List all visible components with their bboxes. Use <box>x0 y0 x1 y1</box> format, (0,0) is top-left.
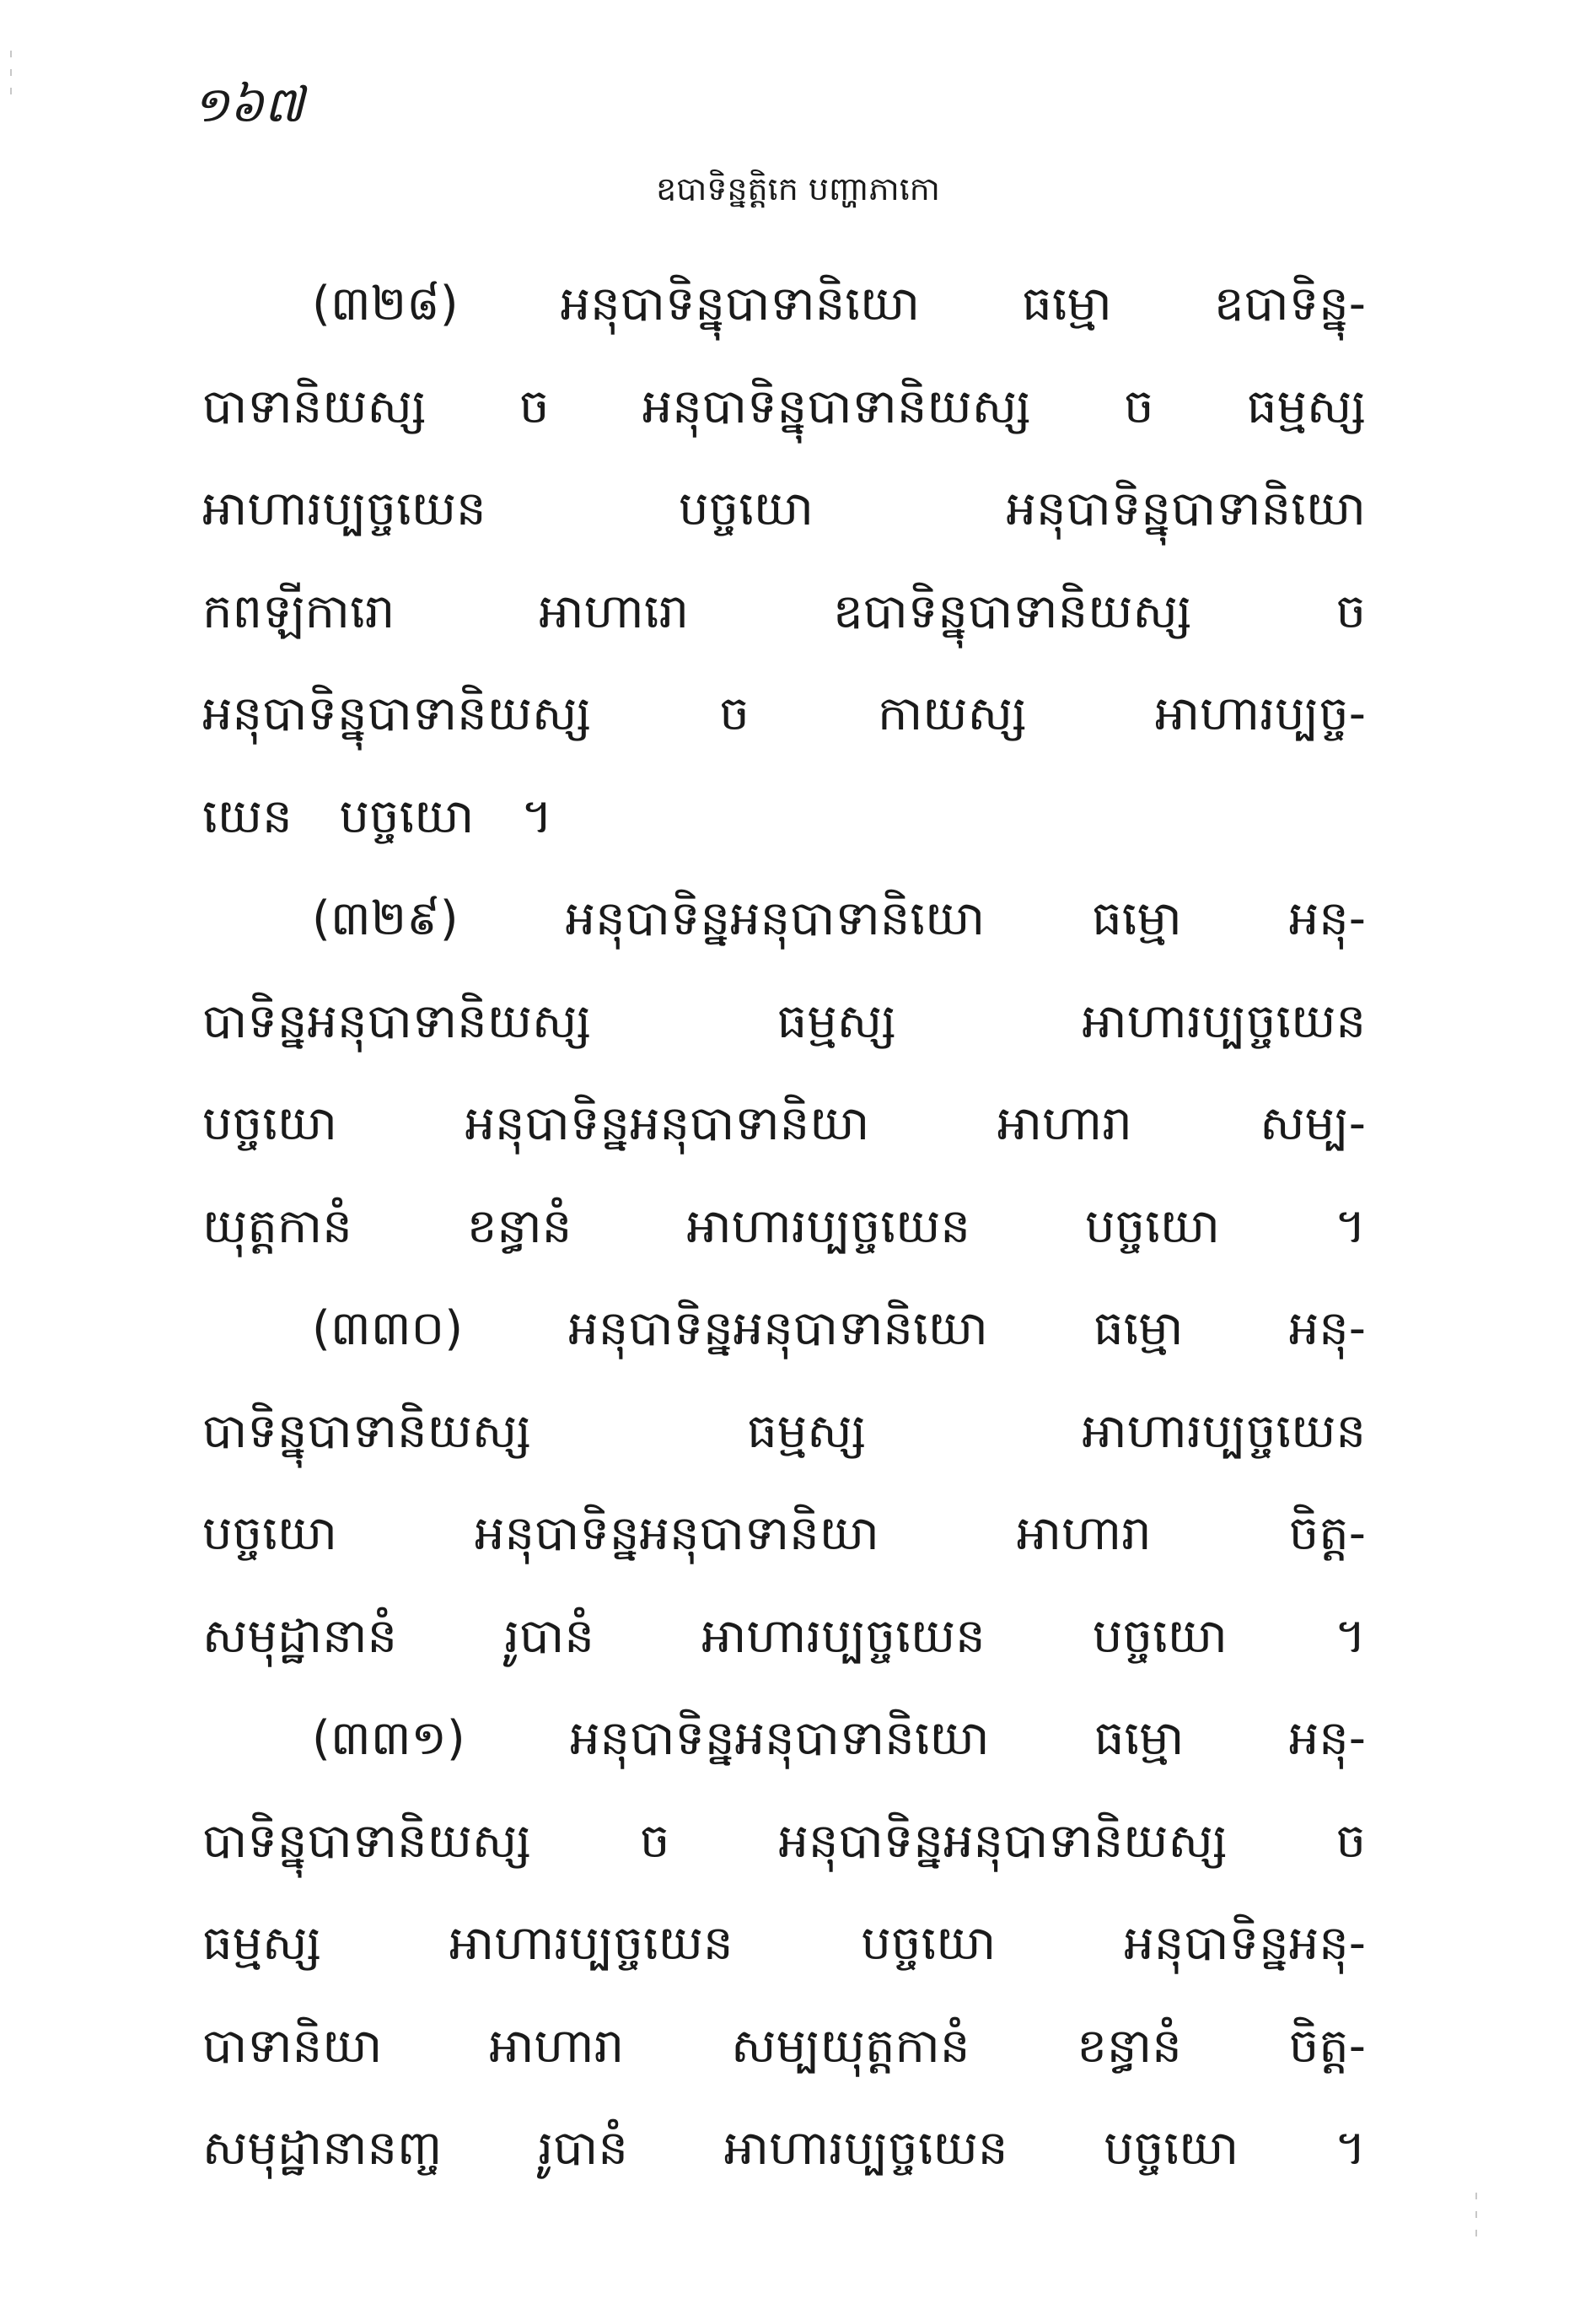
paragraph-3-line: បាទិន្នុបាទានិយស្ស ធម្មស្ស អាហារប្បច្ចយេន <box>202 1403 1366 1459</box>
paragraph-2-line: (៣២៩) អនុបាទិន្នអនុបាទានិយោ ធម្មោ អនុ- <box>312 891 1366 946</box>
page-number: ១៦៧ <box>192 76 304 133</box>
margin-tick <box>1475 2193 1477 2199</box>
paragraph-1-line: (៣២៨) អនុបាទិន្នុបាទានិយោ ធម្មោ ឧបាទិន្នុ- <box>312 277 1366 331</box>
margin-tick <box>10 51 12 57</box>
paragraph-1-line: អាហារប្បច្ចយេន បច្ចយោ អនុបាទិន្នុបាទានិយោ <box>202 482 1366 536</box>
margin-tick <box>1475 2211 1477 2218</box>
paragraph-4-line: សមុដ្ឋានានញ្ច រូបានំ អាហារប្បច្ចយេន បច្ចយោ ។ <box>202 2121 1366 2176</box>
margin-tick <box>10 69 12 76</box>
margin-tick <box>1475 2230 1477 2236</box>
paragraph-4-line: (៣៣១) អនុបាទិន្នអនុបាទានិយោ ធម្មោ អនុ- <box>312 1711 1366 1766</box>
paragraph-1-line: យេន បច្ចយោ ។ <box>202 789 553 844</box>
paragraph-2-line: យុត្តកានំ ខន្ធានំ អាហារប្បច្ចយេន បច្ចយោ ។ <box>202 1198 1366 1254</box>
right-margin-marks <box>1475 2193 1479 2248</box>
paragraph-1-line: អនុបាទិន្នុបាទានិយស្ស ច កាយស្ស អាហារប្បច្ច- <box>202 686 1366 741</box>
margin-tick <box>10 88 12 94</box>
left-margin-marks <box>10 51 13 106</box>
paragraph-4-line: បាទានិយា អាហារា សម្បយុត្តកានំ ខន្ធានំ ចិត្ត- <box>202 2018 1366 2074</box>
paragraph-3-line: (៣៣០) អនុបាទិន្នអនុបាទានិយោ ធម្មោ អនុ- <box>312 1301 1366 1356</box>
body-text <box>202 253 1366 2200</box>
paragraph-1-line: កពឡីការោ អាហារោ ឧបាទិន្នុបាទានិយស្ស ច <box>202 584 1366 639</box>
paragraph-3-line: សមុដ្ឋានានំ រូបានំ អាហារប្បច្ចយេន បច្ចយោ ។ <box>202 1608 1366 1664</box>
running-header: ឧបាទិន្នត្តិកេ បញ្ហាភាកោ <box>656 170 940 207</box>
paragraph-2-line: បាទិន្នអនុបាទានិយស្ស ធម្មស្ស អាហារប្បច្ចយេន <box>202 993 1366 1049</box>
paragraph-2-line: បច្ចយោ អនុបាទិន្នអនុបាទានិយា អាហារា សម្ប- <box>202 1096 1366 1151</box>
paragraph-3-line: បច្ចយោ អនុបាទិន្នអនុបាទានិយា អាហារា ចិត្ត- <box>202 1506 1366 1561</box>
paragraph-1-line: បាទានិយស្ស ច អនុបាទិន្នុបាទានិយស្ស ច ធម្មស្ស <box>202 379 1366 434</box>
paragraph-4-line: បាទិន្នុបាទានិយស្ស ច អនុបាទិន្នអនុបាទានិយស្ស ច <box>202 1813 1366 1869</box>
paragraph-4-line: ធម្មស្ស អាហារប្បច្ចយេន បច្ចយោ អនុបាទិន្នអនុ- <box>202 1916 1366 1971</box>
